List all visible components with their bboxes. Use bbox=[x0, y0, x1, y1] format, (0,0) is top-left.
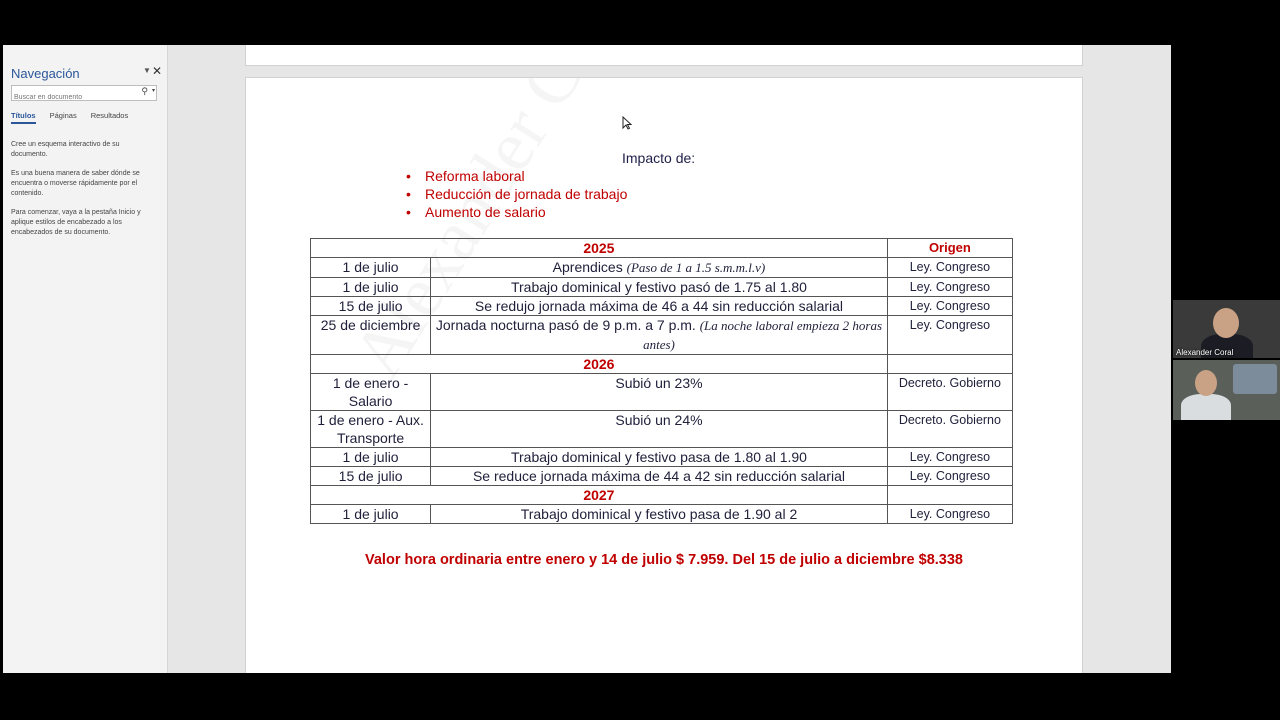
impact-list bbox=[406, 167, 627, 221]
table-row bbox=[311, 258, 1013, 278]
origin-cell: Decreto. Gobierno bbox=[887, 374, 1012, 411]
date-cell: 15 de julio bbox=[311, 297, 431, 316]
navigation-pane bbox=[3, 45, 168, 673]
search-icon[interactable]: ⚲ bbox=[141, 86, 148, 96]
pane-options-icon[interactable]: ▼ bbox=[143, 66, 151, 75]
description-text: Jornada nocturna pasó de 9 p.m. a 7 p.m. bbox=[435, 317, 696, 333]
navigation-help bbox=[11, 140, 151, 247]
close-pane-icon[interactable]: ✕ bbox=[152, 64, 163, 78]
help-text: Para comenzar, vaya a la pestaña Inicio y aplique estilos de encabezado a los encabezados de su documento. bbox=[11, 209, 141, 236]
description-note: (Paso de 1 a 1.5 s.m.m.l.v) bbox=[626, 260, 766, 275]
year-2027-header: 2027 bbox=[311, 486, 888, 505]
origin-cell: Ley. Congreso bbox=[887, 316, 1012, 355]
description-cell: Trabajo dominical y festivo pasa de 1.90 al 2 bbox=[431, 505, 888, 524]
participant-name: Alexander Coral bbox=[1176, 348, 1234, 357]
table-row bbox=[311, 448, 1013, 467]
table-row bbox=[311, 467, 1013, 486]
date-cell: 25 de diciembre bbox=[311, 316, 431, 355]
year-2026-header: 2026 bbox=[311, 355, 888, 374]
hourly-value-note: Valor hora ordinaria entre enero y 14 de julio $ 7.959. Del 15 de julio a diciembre $8.338 bbox=[365, 552, 963, 568]
origin-cell: Ley. Congreso bbox=[887, 258, 1012, 278]
previous-page-edge bbox=[245, 45, 1083, 66]
tab-resultados[interactable]: Resultados bbox=[90, 111, 129, 120]
search-box bbox=[11, 85, 157, 101]
table-row bbox=[311, 505, 1013, 524]
origin-cell: Ley. Congreso bbox=[887, 448, 1012, 467]
table-row bbox=[311, 486, 1013, 505]
empty-cell bbox=[887, 355, 1012, 374]
video-tile-participant-1[interactable] bbox=[1173, 300, 1280, 358]
description-cell bbox=[431, 316, 888, 355]
table-row bbox=[311, 297, 1013, 316]
video-tile-participant-2[interactable] bbox=[1173, 360, 1280, 420]
date-cell: 1 de julio bbox=[311, 448, 431, 467]
document-area[interactable] bbox=[168, 45, 1171, 673]
description-cell: Se reduce jornada máxima de 44 a 42 sin reducción salarial bbox=[431, 467, 888, 486]
origin-header: Origen bbox=[887, 239, 1012, 258]
date-cell: 1 de julio bbox=[311, 505, 431, 524]
list-item: • Aumento de salario bbox=[406, 203, 627, 221]
navigation-tabs bbox=[11, 111, 128, 124]
document-page[interactable] bbox=[245, 77, 1083, 673]
description-text: Aprendices bbox=[552, 259, 623, 275]
origin-cell: Decreto. Gobierno bbox=[887, 411, 1012, 448]
description-cell: Subió un 23% bbox=[431, 374, 888, 411]
help-text: Es una buena manera de saber dónde se encuentra o moverse rápidamente por el contenido. bbox=[11, 170, 140, 197]
description-cell: Se redujo jornada máxima de 46 a 44 sin reducción salarial bbox=[431, 297, 888, 316]
participant-face bbox=[1195, 370, 1217, 396]
description-cell bbox=[431, 258, 888, 278]
origin-cell: Ley. Congreso bbox=[887, 467, 1012, 486]
empty-cell bbox=[887, 486, 1012, 505]
list-item: • Reforma laboral bbox=[406, 167, 627, 185]
description-cell: Trabajo dominical y festivo pasó de 1.75 al 1.80 bbox=[431, 278, 888, 297]
tab-paginas[interactable]: Páginas bbox=[49, 111, 77, 120]
date-cell: 1 de enero - Aux. Transporte bbox=[311, 411, 431, 448]
participant-body bbox=[1181, 394, 1231, 420]
year-2025-header: 2025 bbox=[311, 239, 888, 258]
participant-face bbox=[1213, 308, 1239, 338]
date-cell: 1 de enero - Salario bbox=[311, 374, 431, 411]
word-window bbox=[3, 45, 1171, 673]
description-note: (La noche laboral empieza 2 horas antes) bbox=[643, 318, 883, 352]
navigation-title: Navegación bbox=[11, 66, 80, 81]
reform-table bbox=[310, 238, 1013, 524]
table-row bbox=[311, 411, 1013, 448]
impact-title: Impacto de: bbox=[622, 150, 696, 166]
table-row bbox=[311, 278, 1013, 297]
chevron-down-icon[interactable]: ▾ bbox=[151, 88, 155, 94]
date-cell: 1 de julio bbox=[311, 258, 431, 278]
search-input[interactable] bbox=[12, 91, 134, 105]
help-text: Cree un esquema interactivo de su documento. bbox=[11, 141, 120, 158]
tab-titulos[interactable]: Títulos bbox=[11, 111, 36, 124]
table-row bbox=[311, 239, 1013, 258]
origin-cell: Ley. Congreso bbox=[887, 278, 1012, 297]
origin-cell: Ley. Congreso bbox=[887, 505, 1012, 524]
date-cell: 1 de julio bbox=[311, 278, 431, 297]
description-cell: Subió un 24% bbox=[431, 411, 888, 448]
origin-cell: Ley. Congreso bbox=[887, 297, 1012, 316]
background-screen bbox=[1233, 364, 1277, 394]
table-row bbox=[311, 374, 1013, 411]
list-item: • Reducción de jornada de trabajo bbox=[406, 185, 627, 203]
date-cell: 15 de julio bbox=[311, 467, 431, 486]
description-cell: Trabajo dominical y festivo pasa de 1.80 al 1.90 bbox=[431, 448, 888, 467]
table-row bbox=[311, 316, 1013, 355]
table-row bbox=[311, 355, 1013, 374]
